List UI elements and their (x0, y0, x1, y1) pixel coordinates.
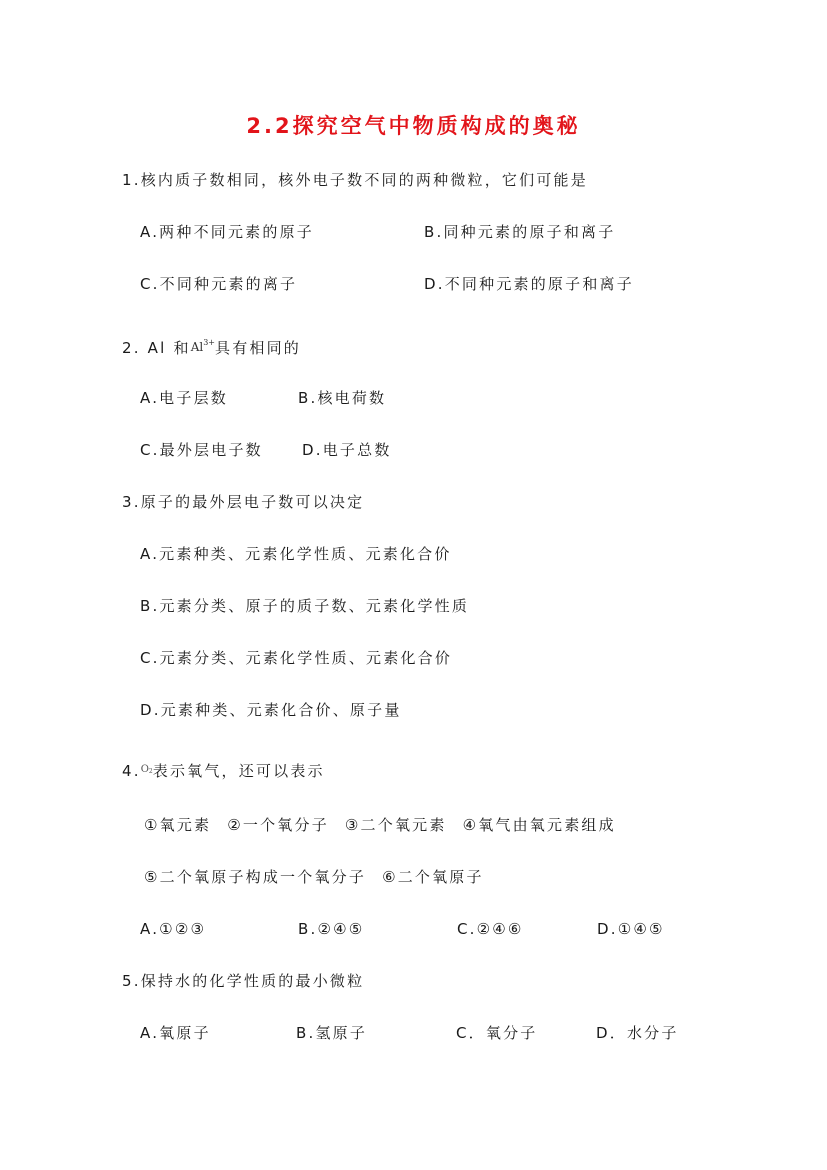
question-4-item-1: ①氧元素 (144, 816, 212, 834)
question-4-stem-prefix: 4. (122, 762, 141, 780)
question-3-option-d: D.元素种类、元素化合价、原子量 (140, 701, 402, 719)
question-5-option-b: B.氢原子 (296, 1024, 368, 1042)
question-2-option-a: A.电子层数 (140, 389, 228, 407)
question-4-items-row-2 (144, 867, 484, 887)
page-title: 2.2探究空气中物质构成的奥秘 (246, 114, 581, 138)
question-3-option-a: A.元素种类、元素化学性质、元素化合价 (140, 545, 452, 563)
question-2-option-b: B.核电荷数 (298, 389, 387, 407)
question-4-item-6: ⑥二个氧原子 (382, 868, 484, 886)
question-4-item-3: ③二个氧元素 (344, 816, 447, 834)
oxygen-formula (141, 764, 153, 775)
question-2-stem (122, 333, 301, 358)
question-1-option-a: A.两种不同元素的原子 (140, 223, 314, 241)
question-2-option-c: C.最外层电子数 (140, 441, 263, 459)
question-1-stem: 1.核内质子数相同，核外电子数不同的两种微粒，它们可能是 (122, 171, 588, 189)
oxygen-symbol: O (140, 764, 149, 775)
aluminum-ion-symbol: Al (190, 340, 204, 354)
question-3-option-c: C.元素分类、元素化学性质、元素化合价 (140, 649, 453, 667)
question-1-option-c: C.不同种元素的离子 (140, 275, 298, 293)
question-4-option-a: A.①②③ (140, 920, 207, 938)
question-4-item-5: ⑤二个氧原子构成一个氧分子 (144, 868, 367, 886)
question-4-item-4: ④氧气由氧元素组成 (462, 816, 616, 834)
question-4-option-c: C.②④⑥ (457, 920, 524, 938)
question-5-stem: 5.保持水的化学性质的最小微粒 (122, 972, 365, 990)
aluminum-ion-formula (191, 340, 215, 354)
question-2-option-d: D.电子总数 (302, 441, 392, 459)
question-4-option-d: D.①④⑤ (597, 920, 665, 938)
question-5-option-d: D．水分子 (596, 1024, 679, 1042)
question-3-stem: 3.原子的最外层电子数可以决定 (122, 493, 365, 511)
question-4-stem-suffix: 表示氧气，还可以表示 (152, 762, 325, 780)
question-5-option-a: A.氧原子 (140, 1024, 211, 1042)
question-1-option-d: D.不同种元素的原子和离子 (424, 275, 634, 293)
oxygen-subscript: 2 (148, 768, 153, 775)
question-4-items-row-1 (144, 815, 616, 835)
aluminum-ion-charge: 3+ (203, 338, 215, 347)
question-2-stem-prefix: 2. Al 和 (122, 339, 191, 357)
question-4-stem (122, 760, 325, 782)
question-4-option-b: B.②④⑤ (298, 920, 365, 938)
question-1-option-b: B.同种元素的原子和离子 (424, 223, 616, 241)
question-4-item-2: ②一个氧分子 (227, 816, 329, 834)
question-3-option-b: B.元素分类、原子的质子数、元素化学性质 (140, 597, 470, 615)
question-2-stem-suffix: 具有相同的 (215, 339, 302, 357)
question-5-option-c: C．氧分子 (456, 1024, 538, 1042)
